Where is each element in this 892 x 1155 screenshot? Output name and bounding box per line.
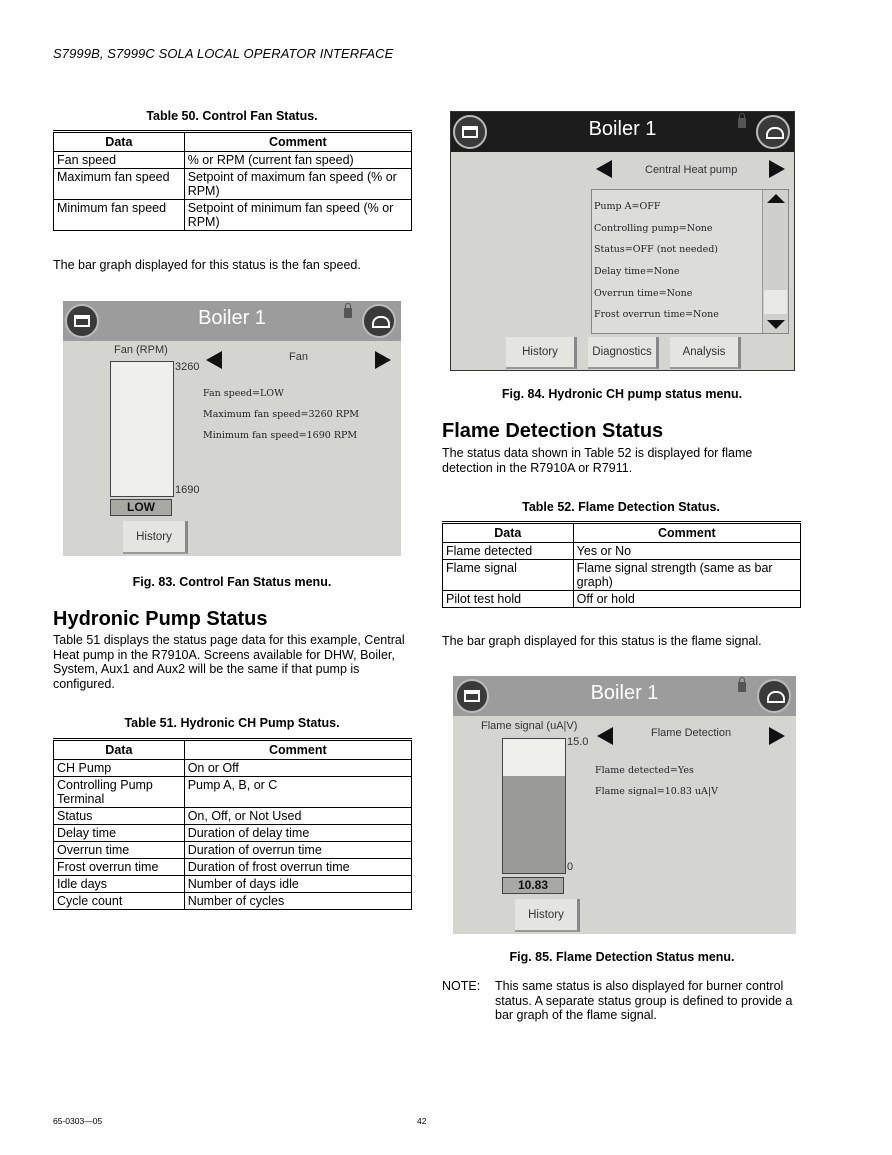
footer-doc-number: 65-0303—05 <box>53 1116 103 1126</box>
fig85-status-line: Flame detected=Yes <box>595 765 694 776</box>
table52-caption: Table 52. Flame Detection Status. <box>522 500 720 514</box>
fig83-nav-label: Fan <box>289 351 308 363</box>
table-cell: Pump A, B, or C <box>184 777 411 808</box>
scroll-up-icon[interactable] <box>767 194 785 203</box>
table50-caption: Table 50. Control Fan Status. <box>146 109 318 123</box>
table-row <box>54 893 412 910</box>
table-cell: Flame signal <box>443 560 574 591</box>
table-cell: Idle days <box>54 876 185 893</box>
table-row <box>54 200 412 231</box>
nav-prev-icon[interactable] <box>206 351 222 369</box>
table-cell: Duration of overrun time <box>184 842 411 859</box>
nav-prev-icon[interactable] <box>597 727 613 745</box>
table-cell: Cycle count <box>54 893 185 910</box>
fig85-caption: Fig. 85. Flame Detection Status menu. <box>509 950 735 964</box>
table-row <box>443 543 801 560</box>
list-item: Pump A=OFF <box>594 201 661 212</box>
home-icon[interactable] <box>453 115 487 149</box>
analysis-button[interactable]: Analysis <box>670 337 741 369</box>
flame-paragraph: The status data shown in Table 52 is displayed for flame detection in the R7910A or R7911. <box>442 446 753 475</box>
fig85-bar-label: Flame signal (uA|V) <box>481 720 578 732</box>
table-row <box>54 169 412 200</box>
fig85-screen <box>453 676 796 934</box>
nav-next-icon[interactable] <box>769 727 785 745</box>
hydronic-heading: Hydronic Pump Status <box>53 608 268 630</box>
table-cell: Setpoint of minimum fan speed (% or RPM) <box>184 200 411 231</box>
list-item: Controlling pump=None <box>594 223 713 234</box>
lock-icon <box>738 682 746 692</box>
table-row <box>443 560 801 591</box>
flame-bar-text: The bar graph displayed for this status is the flame signal. <box>442 634 762 648</box>
fig84-caption: Fig. 84. Hydronic CH pump status menu. <box>501 387 743 401</box>
note-label: NOTE: <box>442 979 481 993</box>
table-cell: CH Pump <box>54 760 185 777</box>
fig83-bar-label: Fan (RPM) <box>114 344 168 356</box>
table-cell: Duration of frost overrun time <box>184 859 411 876</box>
table-cell: Status <box>54 808 185 825</box>
table-row <box>54 842 412 859</box>
table51-header-data: Data <box>54 740 185 760</box>
fig85-scale-max: 15.0 <box>567 736 589 748</box>
table-cell: On, Off, or Not Used <box>184 808 411 825</box>
history-button[interactable]: History <box>123 521 188 554</box>
running-head: S7999B, S7999C SOLA LOCAL OPERATOR INTERFACE <box>53 46 394 61</box>
nav-next-icon[interactable] <box>769 160 785 178</box>
table-cell: Maximum fan speed <box>54 169 185 200</box>
fig83-screen <box>63 301 401 556</box>
fig84-status-list <box>591 189 789 334</box>
table50-header-comment: Comment <box>184 132 411 152</box>
table-row <box>54 859 412 876</box>
fig84-title: Boiler 1 <box>588 118 657 140</box>
table-cell: Controlling Pump Terminal <box>54 777 185 808</box>
hydronic-paragraph: Table 51 displays the status page data for this example, Central Heat pump in the R7910A. Screens available for DHW, Boiler, System, Aux1 and Aux2 will be the same if that pump is configured. <box>53 633 405 691</box>
table-cell: % or RPM (current fan speed) <box>184 152 411 169</box>
table52-header-comment: Comment <box>573 523 800 543</box>
table-row <box>443 591 801 608</box>
table51 <box>53 738 412 910</box>
history-button[interactable]: History <box>506 337 577 369</box>
history-button[interactable]: History <box>515 899 580 932</box>
table-cell: On or Off <box>184 760 411 777</box>
table-cell: Frost overrun time <box>54 859 185 876</box>
note-text: This same status is also displayed for burner control status. A separate status group is defined to provide a bar graph of the flame signal. <box>495 979 793 1022</box>
fig83-scale-min: 1690 <box>175 484 200 496</box>
footer-page-number: 42 <box>417 1116 427 1126</box>
fig84-nav-label: Central Heat pump <box>645 164 738 176</box>
table-row <box>54 760 412 777</box>
table-cell: Fan speed <box>54 152 185 169</box>
fig85-nav-label: Flame Detection <box>651 727 732 739</box>
table-cell: Setpoint of maximum fan speed (% or RPM) <box>184 169 411 200</box>
fig83-caption: Fig. 83. Control Fan Status menu. <box>132 575 332 589</box>
table52 <box>442 521 801 608</box>
nav-prev-icon[interactable] <box>596 160 612 178</box>
table-cell: Flame signal strength (same as bar graph) <box>573 560 800 591</box>
table50 <box>53 130 412 231</box>
fig85-status-line: Flame signal=10.83 uA|V <box>595 786 718 797</box>
table-cell: Delay time <box>54 825 185 842</box>
fig83-status-line: Fan speed=LOW <box>203 388 284 399</box>
back-icon[interactable] <box>757 679 791 713</box>
lock-icon <box>738 118 746 128</box>
table52-header-data: Data <box>443 523 574 543</box>
fig85-bar-value: 10.83 <box>502 877 564 894</box>
table50-header-data: Data <box>54 132 185 152</box>
table-cell: Yes or No <box>573 543 800 560</box>
flame-heading: Flame Detection Status <box>442 420 664 442</box>
table-cell: Minimum fan speed <box>54 200 185 231</box>
scroll-down-icon[interactable] <box>767 320 785 329</box>
list-item: Delay time=None <box>594 266 680 277</box>
fig83-title: Boiler 1 <box>198 307 266 329</box>
table-cell: Overrun time <box>54 842 185 859</box>
table-cell: Duration of delay time <box>184 825 411 842</box>
table-cell: Off or hold <box>573 591 800 608</box>
nav-next-icon[interactable] <box>375 351 391 369</box>
table-row <box>54 152 412 169</box>
home-icon[interactable] <box>455 679 489 713</box>
scroll-thumb[interactable] <box>764 290 787 314</box>
table51-header-comment: Comment <box>184 740 411 760</box>
table-cell: Number of cycles <box>184 893 411 910</box>
scrollbar[interactable] <box>762 190 788 333</box>
fig85-title: Boiler 1 <box>590 682 659 704</box>
fig83-status-line: Minimum fan speed=1690 RPM <box>203 430 358 441</box>
fig83-scale-max: 3260 <box>175 361 200 373</box>
list-item: Overrun time=None <box>594 288 693 299</box>
table-row <box>54 777 412 808</box>
table-cell: Flame detected <box>443 543 574 560</box>
bar-fill <box>503 776 565 873</box>
fan-bar-text: The bar graph displayed for this status is the fan speed. <box>53 258 361 272</box>
table51-caption: Table 51. Hydronic CH Pump Status. <box>124 716 340 730</box>
table-cell: Pilot test hold <box>443 591 574 608</box>
table-row <box>54 808 412 825</box>
diagnostics-button[interactable]: Diagnostics <box>588 337 659 369</box>
list-item: Status=OFF (not needed) <box>594 244 718 255</box>
flame-signal-bar <box>502 738 566 874</box>
fig84-screen <box>450 111 795 371</box>
fan-speed-bar <box>110 361 174 497</box>
lock-icon <box>344 308 352 318</box>
fig83-status-line: Maximum fan speed=3260 RPM <box>203 409 359 420</box>
table-row <box>54 876 412 893</box>
back-icon[interactable] <box>362 304 396 338</box>
back-icon[interactable] <box>756 115 790 149</box>
table-cell: Number of days idle <box>184 876 411 893</box>
fig83-bar-value: LOW <box>110 499 172 516</box>
table-row <box>54 825 412 842</box>
fig85-scale-min: 0 <box>567 861 574 873</box>
home-icon[interactable] <box>65 304 99 338</box>
list-item: Frost overrun time=None <box>594 309 719 320</box>
